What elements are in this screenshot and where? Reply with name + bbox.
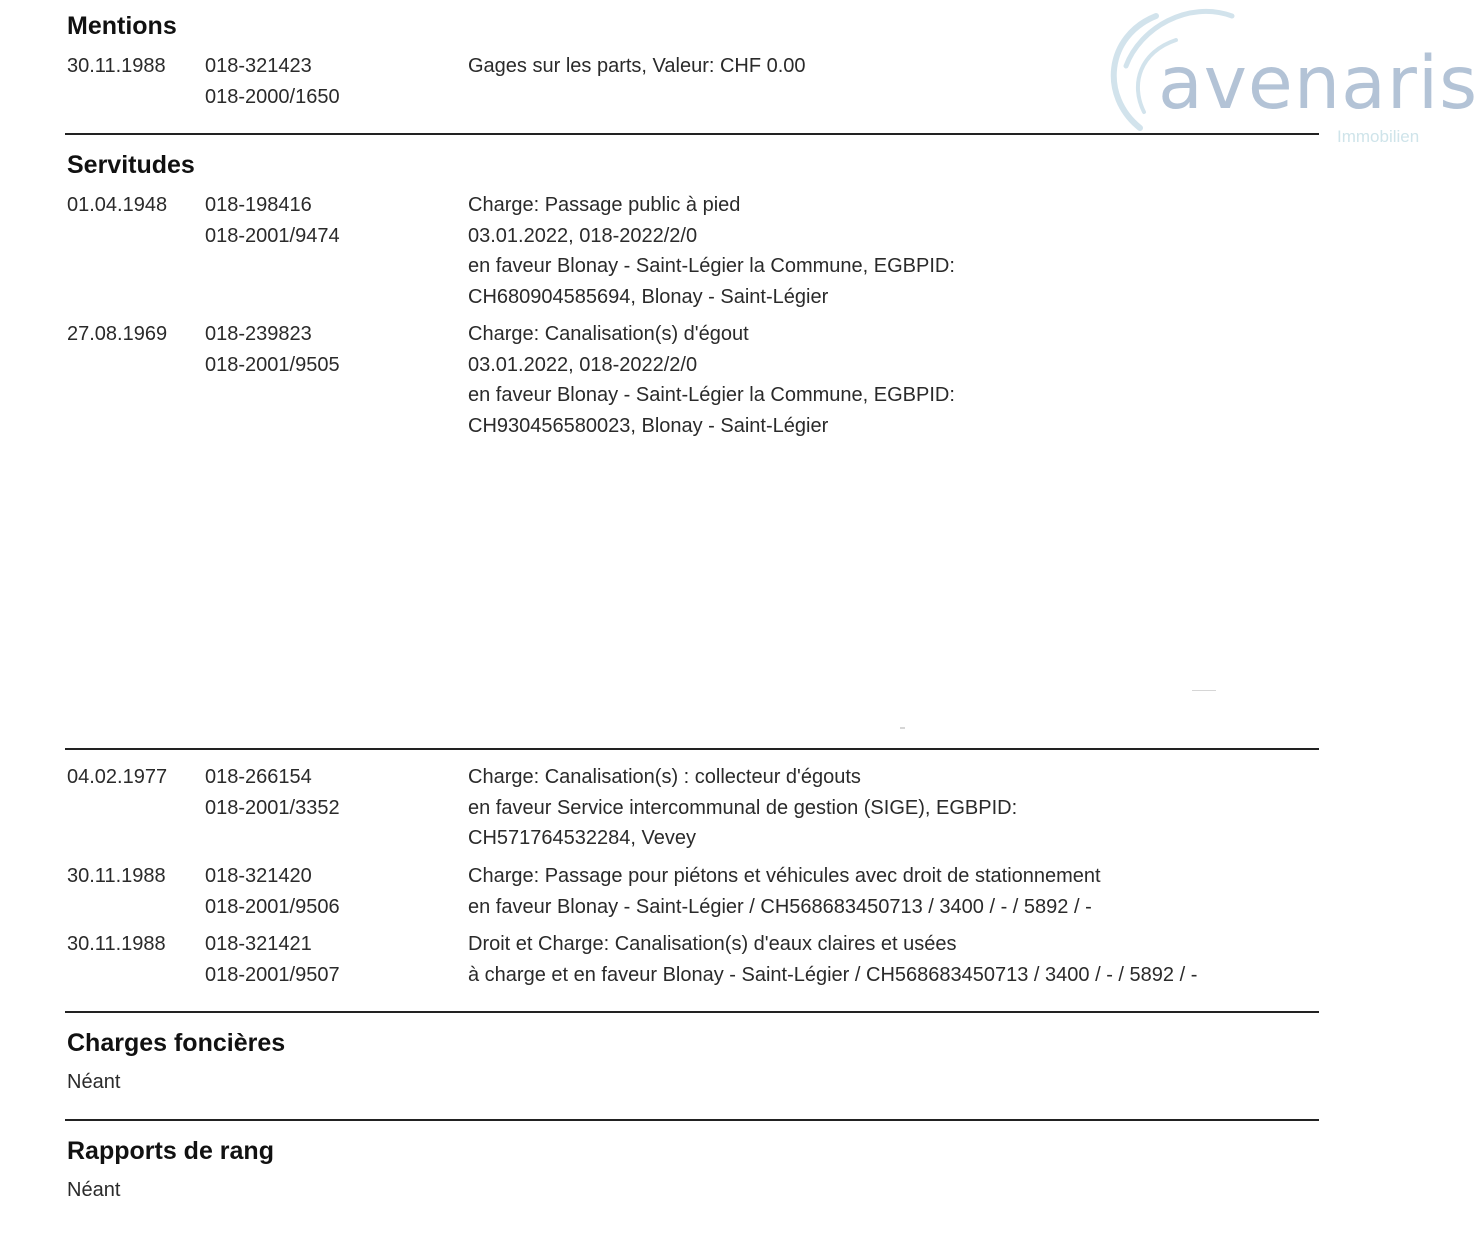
section-title-servitudes: Servitudes [67, 151, 195, 179]
entry-description [468, 190, 1308, 312]
entry-date: 30.11.1988 [67, 865, 166, 887]
entry-description-line: Gages sur les parts, Valeur: CHF 0.00 [468, 55, 806, 77]
entry-reference: 018-2001/3352 [205, 796, 340, 819]
entry-description-line: CH930456580023, Blonay - Saint-Légier [468, 414, 829, 437]
entry-reference: 018-2000/1650 [205, 85, 340, 108]
entry-reference: 018-2001/9474 [205, 224, 340, 247]
entry-description-line: Charge: Canalisation(s) : collecteur d'égouts [468, 766, 861, 788]
entry-reference: 018-2001/9505 [205, 353, 340, 376]
entry-description-line: en faveur Blonay - Saint-Légier la Commune, EGBPID: [468, 255, 955, 277]
entry-reference: 018-321423 [205, 55, 312, 77]
entry-references [205, 861, 455, 922]
entry-description-line: à charge et en faveur Blonay - Saint-Légier / CH568683450713 / 3400 / - / 5892 / - [468, 963, 1198, 986]
entry-description-line: Charge: Passage public à pied [468, 194, 741, 216]
entry-references [205, 319, 455, 380]
entry-description-line: CH680904585694, Blonay - Saint-Légier [468, 285, 829, 308]
entry-date: 30.11.1988 [67, 55, 166, 77]
logo-tagline: Immobilien [1337, 127, 1420, 146]
entry-description-line: CH571764532284, Vevey [468, 827, 696, 849]
section-divider [65, 1119, 1319, 1121]
entry-date: 04.02.1977 [67, 766, 168, 788]
section-divider [65, 1011, 1319, 1013]
entry-description [468, 861, 1308, 922]
scan-speck [1192, 690, 1216, 691]
entry-description [468, 929, 1308, 990]
section-divider [65, 133, 1319, 135]
entry-reference: 018-321421 [205, 933, 312, 955]
entry-description-line: en faveur Service intercommunal de gestion (SIGE), EGBPID: [468, 796, 1018, 819]
page-break-divider [65, 748, 1319, 750]
entry-references [205, 929, 455, 990]
entry-references [205, 51, 455, 112]
entry-description-line: Charge: Canalisation(s) d'égout [468, 323, 749, 345]
entry-reference: 018-2001/9506 [205, 895, 340, 918]
logo-wordmark: avenaris [1158, 41, 1478, 126]
entry-description [468, 51, 1308, 82]
entry-date: 27.08.1969 [67, 323, 168, 345]
entry-reference: 018-266154 [205, 766, 312, 788]
entry-description-line: Droit et Charge: Canalisation(s) d'eaux claires et usées [468, 933, 957, 955]
entry-references [205, 762, 455, 823]
entry-description [468, 762, 1308, 854]
entry-reference: 018-2001/9507 [205, 963, 340, 986]
entry-description-line: en faveur Blonay - Saint-Légier / CH568683450713 / 3400 / - / 5892 / - [468, 895, 1092, 918]
section-title-mentions: Mentions [67, 12, 177, 40]
entry-description [468, 319, 1308, 441]
entry-description-line: Charge: Passage pour piétons et véhicules avec droit de stationnement [468, 865, 1101, 887]
rapports-de-rang-value: Néant [67, 1179, 121, 1201]
entry-reference: 018-239823 [205, 323, 312, 345]
section-title-rapports-de-rang: Rapports de rang [67, 1137, 274, 1165]
charges-foncieres-value: Néant [67, 1071, 121, 1093]
scan-speck [900, 727, 905, 729]
entry-description-line: en faveur Blonay - Saint-Légier la Commune, EGBPID: [468, 384, 955, 406]
entry-date: 01.04.1948 [67, 194, 168, 216]
section-title-charges-foncieres: Charges foncières [67, 1029, 286, 1057]
entry-references [205, 190, 455, 251]
entry-description-line: 03.01.2022, 018-2022/2/0 [468, 353, 698, 376]
entry-reference: 018-321420 [205, 865, 312, 887]
entry-reference: 018-198416 [205, 194, 312, 216]
entry-description-line: 03.01.2022, 018-2022/2/0 [468, 224, 698, 247]
entry-date: 30.11.1988 [67, 933, 166, 955]
